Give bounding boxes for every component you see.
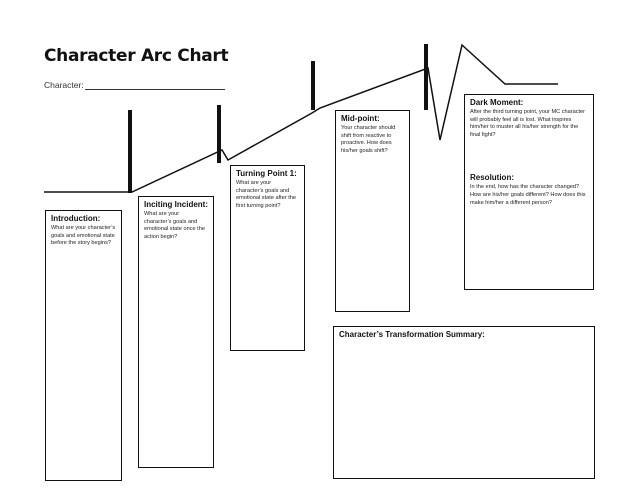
- resolution-heading: Resolution:: [470, 173, 514, 183]
- inciting-incident-text: What are your character’s goals and emotional state once the action begin?: [144, 211, 205, 240]
- mid-point-box[interactable]: [335, 110, 410, 312]
- page-title: Character Arc Chart: [44, 46, 229, 66]
- dark-moment-text: After the third turning point, your MC character will probably feel all is lost. What inspires him/her to muster all his/her strength for the final fight?: [470, 109, 586, 138]
- mid-point-text: Your character should shift from reactive to proactive. How does his/her goals shift?: [341, 125, 396, 154]
- character-label: Character:: [44, 80, 84, 90]
- resolution-text: In the end, how has the character changed? How are his/her goals different? How does this make him/her a different person?: [470, 184, 586, 206]
- transformation-summary-box[interactable]: [333, 326, 595, 479]
- turning-point-text: What are your character’s goals and emotional state after the first turning point?: [236, 180, 297, 209]
- introduction-text: What are your character’s goals and emotional state before the story begins?: [51, 225, 116, 247]
- transformation-summary-heading: Character’s Transformation Summary:: [339, 330, 485, 339]
- dark-moment-heading: Dark Moment:: [470, 98, 524, 107]
- inciting-incident-box[interactable]: [138, 196, 214, 468]
- turning-point-heading: Turning Point 1:: [236, 169, 297, 178]
- turning-point-box[interactable]: [230, 165, 305, 351]
- introduction-box[interactable]: [45, 210, 122, 481]
- inciting-incident-heading: Inciting Incident:: [144, 200, 208, 209]
- mid-point-heading: Mid-point:: [341, 114, 380, 123]
- character-name-line[interactable]: [85, 81, 225, 90]
- character-name-field[interactable]: [44, 80, 225, 90]
- dark-moment-resolution-box[interactable]: [464, 94, 594, 290]
- introduction-heading: Introduction:: [51, 214, 101, 223]
